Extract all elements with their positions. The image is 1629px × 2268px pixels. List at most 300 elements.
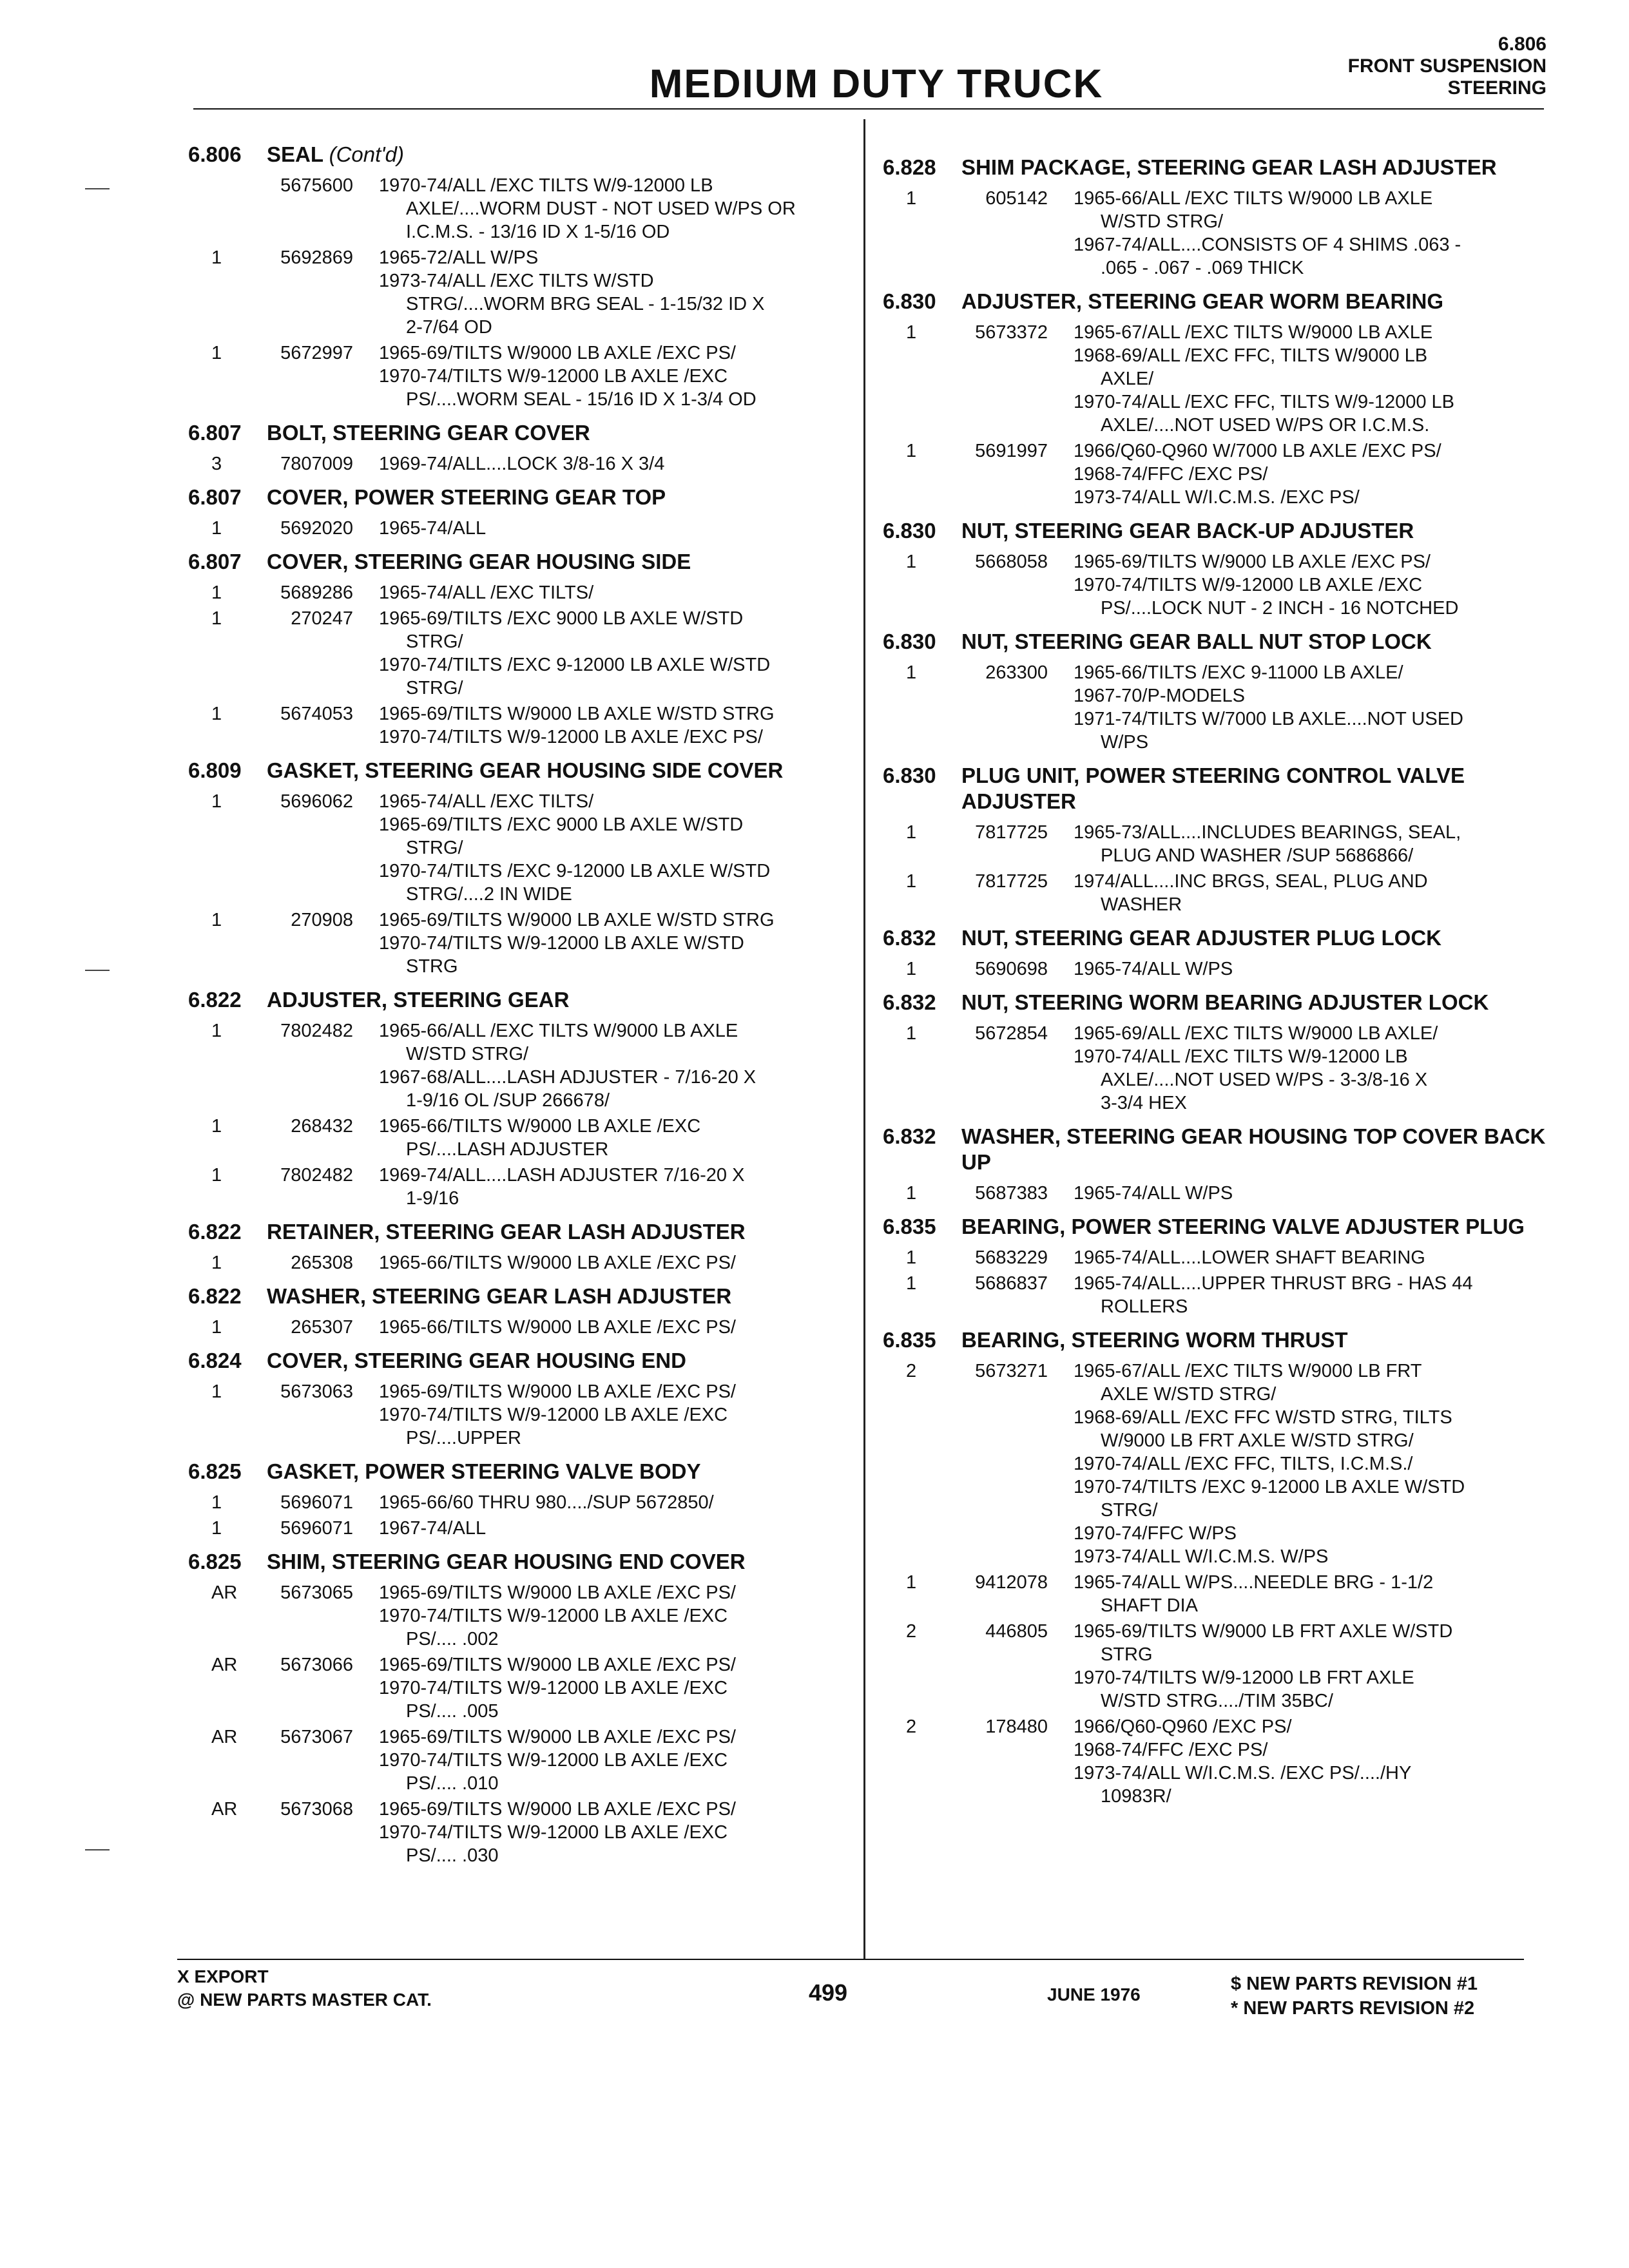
quantity: 3 — [211, 454, 222, 474]
application-description — [1074, 870, 1559, 916]
section-label-text: COVER, POWER STEERING GEAR TOP — [267, 485, 666, 509]
section-label-text: NUT, STEERING GEAR BACK-UP ADJUSTER — [961, 519, 1414, 543]
description-line: PS/.... .030 — [406, 1845, 499, 1866]
part-entry — [883, 439, 1559, 509]
part-number: 178480 — [985, 1716, 1048, 1737]
parts-section — [188, 1219, 865, 1274]
quantity: 1 — [906, 552, 917, 572]
description-line: ROLLERS — [1101, 1296, 1188, 1317]
part-entry — [883, 957, 1559, 981]
part-number: 7817725 — [975, 871, 1048, 892]
part-entry — [188, 1164, 865, 1210]
application-description — [379, 517, 865, 540]
parts-section — [188, 420, 865, 476]
parts-section — [883, 1214, 1559, 1318]
description-line: 1973-74/ALL W/I.C.M.S. /EXC PS/..../HY — [1074, 1763, 1412, 1783]
quantity: 1 — [211, 1518, 222, 1539]
description-line: SHAFT DIA — [1101, 1595, 1198, 1616]
revision-legend — [1231, 1972, 1478, 2021]
description-line: 1970-74/TILTS W/9-12000 LB AXLE /EXC — [379, 1678, 728, 1698]
part-entry — [883, 1715, 1559, 1808]
application-description — [1074, 1620, 1559, 1713]
section-title — [188, 1283, 865, 1309]
description-line: 1965-74/ALL /EXC TILTS/ — [379, 791, 594, 812]
description-line: AXLE/....NOT USED W/PS OR I.C.M.S. — [1101, 415, 1430, 436]
application-description — [379, 341, 865, 411]
quantity — [188, 174, 250, 244]
footer-legend — [177, 1965, 432, 2012]
application-description — [1074, 187, 1559, 280]
description-line: 1965-69/TILTS W/9000 LB AXLE W/STD STRG — [379, 704, 775, 724]
section-title — [188, 1549, 865, 1575]
section-title — [883, 763, 1559, 814]
description-line: WASHER — [1101, 894, 1182, 915]
publication-date: JUNE 1976 — [1047, 1984, 1141, 2004]
quantity: 1 — [211, 582, 222, 603]
parts-section — [883, 1327, 1559, 1808]
description-line: 1967-74/ALL — [379, 1518, 487, 1539]
section-label-text: ADJUSTER, STEERING GEAR WORM BEARING — [961, 289, 1444, 313]
application-description — [379, 1316, 865, 1339]
part-entry — [188, 908, 865, 978]
section-label-text: NUT, STEERING GEAR ADJUSTER PLUG LOCK — [961, 926, 1441, 950]
description-line: STRG/ — [1101, 1500, 1158, 1521]
part-number: 7807009 — [280, 454, 353, 474]
quantity: 1 — [211, 791, 222, 812]
part-entry — [883, 1272, 1559, 1318]
parts-section — [883, 990, 1559, 1115]
part-entry — [188, 1115, 865, 1161]
section-number: 6.832 — [883, 1124, 936, 1148]
description-line: 1970-74/TILTS W/9-12000 LB FRT AXLE — [1074, 1667, 1414, 1688]
description-line: 1968-74/FFC /EXC PS/ — [1074, 1740, 1268, 1760]
application-description — [379, 1581, 865, 1651]
description-line: 1970-74/ALL /EXC FFC, TILTS, I.C.M.S./ — [1074, 1454, 1413, 1474]
section-label — [267, 1459, 865, 1485]
quantity: 1 — [211, 608, 222, 629]
section-title — [188, 1348, 865, 1374]
application-description — [379, 1380, 865, 1450]
part-number: 5686837 — [975, 1273, 1048, 1294]
application-description — [1074, 439, 1559, 509]
page-number: 499 — [809, 1979, 848, 2006]
description-line: 1966/Q60-Q960 /EXC PS/ — [1074, 1716, 1292, 1737]
description-line: 1965-69/TILTS W/9000 LB AXLE /EXC PS/ — [379, 1582, 736, 1603]
description-line: PS/.... .010 — [406, 1773, 499, 1794]
section-label — [961, 629, 1559, 655]
part-number: 265307 — [291, 1317, 353, 1338]
section-label-text: BOLT, STEERING GEAR COVER — [267, 421, 590, 445]
description-line: PS/....WORM SEAL - 15/16 ID X 1-3/4 OD — [406, 389, 757, 410]
quantity: 1 — [906, 1023, 917, 1044]
section-label — [267, 420, 865, 446]
description-line: 1965-69/TILTS W/9000 LB AXLE /EXC PS/ — [379, 1727, 736, 1747]
part-entry — [883, 870, 1559, 916]
quantity: 1 — [211, 1165, 222, 1186]
part-number: 5696071 — [280, 1492, 353, 1513]
section-number: 6.807 — [188, 550, 242, 573]
section-number: 6.825 — [188, 1550, 242, 1573]
part-number: 7802482 — [280, 1021, 353, 1041]
section-label — [267, 142, 865, 168]
description-line: 1965-67/ALL /EXC TILTS W/9000 LB AXLE — [1074, 322, 1433, 343]
description-line: STRG/ — [406, 678, 463, 698]
description-line: 1970-74/TILTS W/9-12000 LB AXLE /EXC — [379, 1405, 728, 1425]
part-entry — [188, 1581, 865, 1651]
legend-master-cat: @ NEW PARTS MASTER CAT. — [177, 1990, 432, 2010]
section-title — [883, 289, 1559, 314]
section-number: 6.822 — [188, 988, 242, 1012]
application-description — [379, 1798, 865, 1867]
description-line: PS/....LOCK NUT - 2 INCH - 16 NOTCHED — [1101, 598, 1459, 619]
description-line: 1965-69/TILTS W/9000 LB AXLE /EXC PS/ — [379, 343, 736, 363]
description-line: 1-9/16 — [406, 1188, 459, 1209]
description-line: STRG/....2 IN WIDE — [406, 884, 572, 905]
description-line: 2-7/64 OD — [406, 317, 492, 338]
part-entry — [188, 1653, 865, 1723]
application-description — [1074, 1272, 1559, 1318]
part-number: 270908 — [291, 910, 353, 930]
quantity: 1 — [906, 1183, 917, 1204]
section-title — [883, 1327, 1559, 1353]
application-description — [379, 1491, 865, 1514]
section-label — [961, 925, 1559, 951]
section-title — [188, 485, 865, 510]
description-line: 1965-69/TILTS W/9000 LB FRT AXLE W/STD — [1074, 1621, 1453, 1642]
part-entry — [188, 1019, 865, 1112]
part-number: 446805 — [985, 1621, 1048, 1642]
description-line: .065 - .067 - .069 THICK — [1101, 258, 1304, 278]
description-line: W/STD STRG..../TIM 35BC/ — [1101, 1691, 1333, 1711]
part-entry — [188, 517, 865, 540]
description-line: 1965-66/ALL /EXC TILTS W/9000 LB AXLE — [379, 1021, 738, 1041]
quantity: 1 — [906, 871, 917, 892]
section-label-text: SHIM PACKAGE, STEERING GEAR LASH ADJUSTER — [961, 155, 1497, 179]
section-label-text: ADJUSTER, STEERING GEAR — [267, 988, 570, 1012]
application-description — [379, 1517, 865, 1540]
description-line: 1970-74/FFC W/PS — [1074, 1523, 1237, 1544]
description-line: 1970-74/TILTS /EXC 9-12000 LB AXLE W/STD — [379, 655, 771, 675]
description-line: W/9000 LB FRT AXLE W/STD STRG/ — [1101, 1430, 1414, 1451]
description-line: 1965-69/TILTS /EXC 9000 LB AXLE W/STD — [379, 814, 744, 835]
application-description — [1074, 1022, 1559, 1115]
description-line: 1965-69/TILTS W/9000 LB AXLE W/STD STRG — [379, 910, 775, 930]
quantity: 1 — [906, 822, 917, 843]
section-title — [883, 629, 1559, 655]
part-entry — [188, 702, 865, 749]
section-label-text: GASKET, STEERING GEAR HOUSING SIDE COVER — [267, 758, 784, 782]
description-line: 1967-74/ALL....CONSISTS OF 4 SHIMS .063 - — [1074, 235, 1461, 255]
description-line: 1965-69/TILTS /EXC 9000 LB AXLE W/STD — [379, 608, 744, 629]
description-line: 1967-68/ALL....LASH ADJUSTER - 7/16-20 X — [379, 1067, 757, 1088]
quantity: AR — [211, 1655, 238, 1675]
part-entry — [188, 174, 865, 244]
part-number: 7817725 — [975, 822, 1048, 843]
section-label — [267, 1219, 865, 1245]
application-description — [1074, 957, 1559, 981]
section-number: 6.828 — [883, 155, 936, 179]
section-label-text: BEARING, STEERING WORM THRUST — [961, 1328, 1348, 1352]
quantity: 1 — [906, 322, 917, 343]
description-line: 1970-74/TILTS /EXC 9-12000 LB AXLE W/STD — [1074, 1477, 1465, 1497]
subsection-name: STEERING — [1447, 77, 1547, 99]
parts-section — [883, 155, 1559, 280]
quantity: 1 — [211, 247, 222, 268]
description-line: 1967-70/P-MODELS — [1074, 686, 1245, 706]
part-number: 268432 — [291, 1116, 353, 1137]
revision-2: * NEW PARTS REVISION #2 — [1231, 1998, 1475, 2019]
revision-1: $ NEW PARTS REVISION #1 — [1231, 1974, 1478, 1994]
section-label — [961, 990, 1559, 1015]
part-number: 5673271 — [975, 1361, 1048, 1381]
description-line: 1973-74/ALL /EXC TILTS W/STD — [379, 271, 654, 291]
description-line: 1973-74/ALL W/I.C.M.S. /EXC PS/ — [1074, 487, 1360, 508]
description-line: 1965-66/TILTS W/9000 LB AXLE /EXC — [379, 1116, 701, 1137]
description-line: 1970-74/TILTS W/9-12000 LB AXLE W/STD — [379, 933, 744, 954]
description-line: STRG/ — [406, 838, 463, 858]
section-label-text: COVER, STEERING GEAR HOUSING END — [267, 1349, 686, 1372]
part-number: 5692869 — [280, 247, 353, 268]
description-line: 1970-74/TILTS W/9-12000 LB AXLE /EXC — [379, 1822, 728, 1843]
section-title — [883, 990, 1559, 1015]
description-line: 1965-74/ALL /EXC TILTS/ — [379, 582, 594, 603]
part-entry — [188, 607, 865, 700]
part-number: 7802482 — [280, 1165, 353, 1186]
description-line: 1970-74/TILTS W/9-12000 LB AXLE /EXC — [379, 1750, 728, 1771]
description-line: 1965-67/ALL /EXC TILTS W/9000 LB FRT — [1074, 1361, 1422, 1381]
quantity: 1 — [211, 1021, 222, 1041]
part-number: 5668058 — [975, 552, 1048, 572]
margin-mark — [85, 188, 110, 189]
section-label — [961, 1124, 1559, 1175]
description-line: 1970-74/TILTS W/9-12000 LB AXLE /EXC — [379, 1606, 728, 1626]
section-label-text: BEARING, POWER STEERING VALVE ADJUSTER PLUG — [961, 1215, 1525, 1238]
parts-section — [188, 142, 865, 411]
section-title — [188, 420, 865, 446]
parts-section — [188, 1348, 865, 1450]
margin-mark — [85, 970, 110, 971]
parts-section — [188, 987, 865, 1210]
description-line: 1965-73/ALL....INCLUDES BEARINGS, SEAL, — [1074, 822, 1461, 843]
section-label-text: NUT, STEERING GEAR BALL NUT STOP LOCK — [961, 629, 1432, 653]
section-label — [961, 518, 1559, 544]
part-number: 5673067 — [280, 1727, 353, 1747]
description-line: AXLE/....NOT USED W/PS - 3-3/8-16 X — [1101, 1070, 1428, 1090]
parts-section — [883, 925, 1559, 981]
part-number: 5690698 — [975, 959, 1048, 979]
part-entry — [883, 1246, 1559, 1269]
section-label-text: SEAL — [267, 142, 323, 166]
quantity: 1 — [211, 704, 222, 724]
section-label-text: WASHER, STEERING GEAR HOUSING TOP COVER BACK UP — [961, 1124, 1546, 1174]
section-label-text: WASHER, STEERING GEAR LASH ADJUSTER — [267, 1284, 732, 1308]
section-label-text: PLUG UNIT, POWER STEERING CONTROL VALVE ADJUSTER — [961, 764, 1465, 813]
description-line: 1965-74/ALL W/PS — [1074, 959, 1233, 979]
description-line: 1965-74/ALL — [379, 518, 487, 539]
description-line: STRG — [406, 956, 458, 977]
parts-section — [188, 1549, 865, 1867]
quantity: 1 — [211, 910, 222, 930]
section-label — [267, 549, 865, 575]
quantity: 1 — [211, 518, 222, 539]
section-title — [883, 155, 1559, 180]
part-entry — [883, 321, 1559, 437]
application-description — [379, 174, 865, 244]
section-title — [883, 1214, 1559, 1240]
parts-section — [188, 1283, 865, 1339]
section-label — [961, 1214, 1559, 1240]
section-label — [267, 1283, 865, 1309]
part-entry — [883, 661, 1559, 754]
part-entry — [188, 790, 865, 906]
description-line: 1965-69/TILTS W/9000 LB AXLE /EXC PS/ — [379, 1655, 736, 1675]
part-number: 5673372 — [975, 322, 1048, 343]
description-line: PLUG AND WASHER /SUP 5686866/ — [1101, 845, 1414, 866]
quantity: 1 — [906, 959, 917, 979]
description-line: PS/.... .005 — [406, 1701, 499, 1722]
section-number: 6.835 — [883, 1328, 936, 1352]
part-entry — [883, 550, 1559, 620]
description-line: 1965-66/TILTS W/9000 LB AXLE /EXC PS/ — [379, 1317, 736, 1338]
parts-section — [883, 629, 1559, 754]
application-description — [1074, 1571, 1559, 1617]
parts-section — [883, 763, 1559, 916]
quantity: 1 — [906, 1247, 917, 1268]
section-label — [267, 1348, 865, 1374]
section-label — [961, 763, 1559, 814]
section-number: 6.832 — [883, 926, 936, 950]
quantity: 2 — [906, 1621, 917, 1642]
part-entry — [188, 1725, 865, 1795]
application-description — [1074, 321, 1559, 437]
application-description — [379, 607, 865, 700]
application-description — [379, 908, 865, 978]
section-number: 6.822 — [188, 1284, 242, 1308]
parts-section — [188, 758, 865, 978]
application-description — [379, 1251, 865, 1274]
description-line: AXLE/ — [1101, 369, 1154, 389]
quantity: AR — [211, 1582, 238, 1603]
description-line: 1970-74/TILTS W/9-12000 LB AXLE /EXC — [379, 366, 728, 387]
description-line: 1965-74/ALL....UPPER THRUST BRG - HAS 44 — [1074, 1273, 1473, 1294]
quantity: 1 — [211, 1492, 222, 1513]
section-title — [188, 142, 865, 168]
quantity: 2 — [906, 1716, 917, 1737]
section-name: FRONT SUSPENSION — [1347, 55, 1547, 77]
part-number: 5675600 — [280, 175, 353, 196]
application-description — [1074, 1246, 1559, 1269]
application-description — [1074, 1182, 1559, 1205]
description-line: STRG/....WORM BRG SEAL - 1-15/32 ID X — [406, 294, 765, 314]
description-line: I.C.M.S. - 13/16 ID X 1-5/16 OD — [406, 222, 670, 242]
description-line: W/STD STRG/ — [1101, 211, 1224, 232]
application-description — [379, 581, 865, 604]
part-number: 270247 — [291, 608, 353, 629]
section-number: 6.824 — [188, 1349, 242, 1372]
section-title — [188, 758, 865, 783]
parts-section — [188, 485, 865, 540]
description-line: 1969-74/ALL....LOCK 3/8-16 X 3/4 — [379, 454, 665, 474]
application-description — [1074, 661, 1559, 754]
quantity: 1 — [906, 662, 917, 683]
right-column — [883, 155, 1559, 1817]
description-line: 1966/Q60-Q960 W/7000 LB AXLE /EXC PS/ — [1074, 441, 1441, 461]
quantity: 1 — [906, 1273, 917, 1294]
part-number: 5672854 — [975, 1023, 1048, 1044]
quantity: AR — [211, 1799, 238, 1820]
quantity: 1 — [211, 1317, 222, 1338]
section-number: 6.807 — [188, 485, 242, 509]
section-number: 6.822 — [188, 1220, 242, 1244]
section-number: 6.807 — [188, 421, 242, 445]
description-line: 1-9/16 OL /SUP 266678/ — [406, 1090, 610, 1111]
application-description — [379, 1164, 865, 1210]
part-entry — [188, 341, 865, 411]
quantity: 1 — [906, 441, 917, 461]
margin-mark — [85, 1849, 110, 1850]
application-description — [379, 1115, 865, 1161]
footer-rule — [177, 1959, 1524, 1960]
part-entry — [883, 1571, 1559, 1617]
part-entry — [883, 1182, 1559, 1205]
part-entry — [188, 1316, 865, 1339]
description-line: 1970-74/TILTS W/9-12000 LB AXLE /EXC PS/ — [379, 727, 763, 747]
section-label — [961, 1327, 1559, 1353]
application-description — [379, 1725, 865, 1795]
description-line: 1970-74/ALL /EXC FFC, TILTS W/9-12000 LB — [1074, 392, 1455, 412]
description-line: PS/....UPPER — [406, 1428, 521, 1448]
part-entry — [883, 187, 1559, 280]
part-number: 5673066 — [280, 1655, 353, 1675]
description-line: 1965-66/ALL /EXC TILTS W/9000 LB AXLE — [1074, 188, 1433, 209]
part-entry — [188, 1798, 865, 1867]
quantity: 1 — [211, 1253, 222, 1273]
section-number: 6.806 — [188, 142, 242, 166]
description-line: 1970-74/TILTS /EXC 9-12000 LB AXLE W/STD — [379, 861, 771, 881]
section-label-text: GASKET, POWER STEERING VALVE BODY — [267, 1459, 701, 1483]
part-entry — [188, 246, 865, 339]
section-title — [188, 1219, 865, 1245]
parts-section — [883, 289, 1559, 509]
part-entry — [188, 1491, 865, 1514]
description-line: 10983R/ — [1101, 1786, 1171, 1807]
quantity: 1 — [211, 1116, 222, 1137]
description-line: 1971-74/TILTS W/7000 LB AXLE....NOT USED — [1074, 709, 1463, 729]
part-entry — [188, 1251, 865, 1274]
section-number: 6.825 — [188, 1459, 242, 1483]
part-number: 5673065 — [280, 1582, 353, 1603]
part-entry — [883, 1620, 1559, 1713]
parts-section — [188, 1459, 865, 1540]
quantity: 2 — [906, 1361, 917, 1381]
description-line: 1965-66/TILTS W/9000 LB AXLE /EXC PS/ — [379, 1253, 736, 1273]
section-label — [961, 289, 1559, 314]
section-label — [267, 987, 865, 1013]
application-description — [1074, 550, 1559, 620]
section-number: 6.830 — [883, 764, 936, 787]
parts-section — [188, 549, 865, 749]
part-number: 5673063 — [280, 1381, 353, 1402]
part-number: 5696071 — [280, 1518, 353, 1539]
description-line: 1970-74/ALL /EXC TILTS W/9-12000 LB — [1074, 1046, 1408, 1067]
description-line: 1968-69/ALL /EXC FFC W/STD STRG, TILTS — [1074, 1407, 1452, 1428]
page-title: MEDIUM DUTY TRUCK — [649, 62, 1104, 106]
part-number: 5674053 — [280, 704, 353, 724]
section-title — [188, 549, 865, 575]
description-line: 1965-66/60 THRU 980..../SUP 5672850/ — [379, 1492, 714, 1513]
description-line: AXLE/....WORM DUST - NOT USED W/PS OR — [406, 198, 796, 219]
section-label — [267, 1549, 865, 1575]
